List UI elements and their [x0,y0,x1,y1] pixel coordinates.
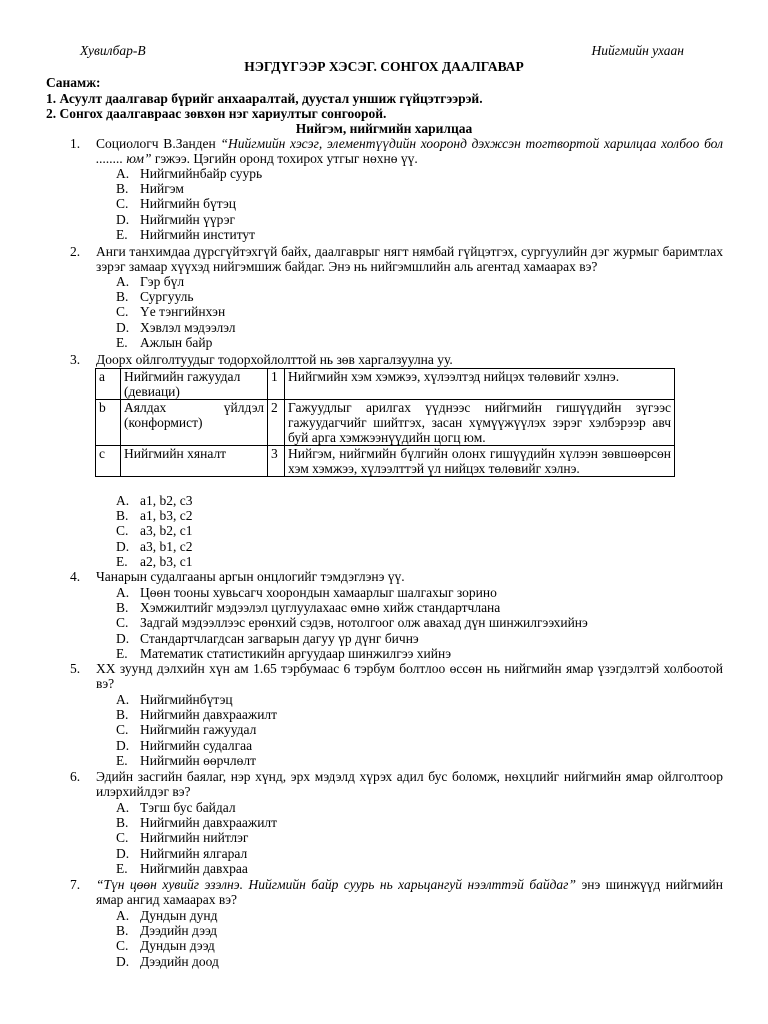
option-letter: D. [116,845,130,861]
question-text [96,136,723,166]
option-text: Нийгмийн судалгаа [140,737,253,753]
question-4 [70,569,723,584]
question-text: Анги танхимдаа дүрсгүйтэхгүй байх, даалгаврыг нягт нямбай гүйцэтгэх, сургуулийн дэг журмыг баримтлах зэрэг замаар хүүхэд нийгэмшиж байдаг. Энэ нь нийгэмшлийн аль агентад хамаарах вэ? [96,244,723,274]
option-text: Математик статистикийн аргуудаар шинжилгээ хийнэ [140,645,451,661]
option-a[interactable] [116,800,277,815]
option-d[interactable] [116,320,236,335]
table-row [96,446,675,477]
option-c[interactable] [116,722,277,737]
option-letter: C. [116,196,129,212]
option-letter: D. [116,211,130,227]
option-letter: C. [116,722,129,738]
option-text: a2, b3, c1 [140,553,193,569]
question-text: Чанарын судалгааны аргын онцлогийг тэмдэглэнэ үү. [96,569,405,584]
option-letter: A. [116,585,130,600]
option-text: Гэр бүл [140,274,185,289]
option-text: Нийгмийн өөрчлөлт [140,752,256,768]
options-4 [116,585,588,661]
option-a[interactable] [116,493,192,508]
options-5 [116,692,277,768]
option-b[interactable] [116,181,262,196]
cell-text: (конформист) [124,415,203,430]
option-text: Нийгмийн давхраажилт [140,815,278,831]
option-b[interactable] [116,289,236,304]
option-letter: C. [116,830,129,846]
question-5 [70,661,723,691]
option-text: Сургууль [140,289,194,305]
cell-text: Аялдах [124,400,167,415]
option-letter: A. [116,800,130,815]
table-cell: c [96,446,121,477]
options-7 [116,908,219,969]
option-d[interactable] [116,954,219,969]
question-6 [70,769,723,799]
option-e[interactable] [116,753,277,768]
option-text: a1, b2, c3 [140,493,193,508]
question-number: 5. [70,661,81,676]
option-e[interactable] [116,646,588,661]
question-text [96,877,723,907]
option-text: Нийгэм [140,181,184,197]
option-e[interactable] [116,554,192,569]
option-text: Нийгмийн давхраа [140,860,248,876]
variant-label: Хувилбар-В [80,43,146,58]
option-letter: B. [116,181,129,197]
option-a[interactable] [116,692,277,707]
option-text: Ажлын байр [140,334,213,350]
option-c[interactable] [116,304,236,319]
option-text: Дээдийн доод [140,953,219,969]
option-d[interactable] [116,539,192,554]
note-block [46,75,483,122]
option-text: Дундын дунд [140,908,218,923]
option-letter: B. [116,289,129,305]
table-cell: Нийгмийн гажуудал (девиаци) [121,369,268,400]
question-number: 6. [70,769,81,784]
option-c[interactable] [116,523,192,538]
option-a[interactable] [116,274,236,289]
question-7 [70,877,723,907]
options-1 [116,166,262,242]
option-letter: D. [116,630,130,646]
section-title: Нийгэм, нийгмийн харилцаа [295,121,473,136]
option-letter: A. [116,908,130,923]
option-e[interactable] [116,861,277,876]
matching-table [95,368,675,477]
option-text: Цөөн тооны хувьсагч хоорондын хамаарлыг шалгахыг зорино [140,585,497,600]
option-letter: E. [116,860,128,876]
option-letter: B. [116,707,129,723]
page-title: НЭГДҮГЭЭР ХЭСЭГ. СОНГОХ ДААЛГАВАР [244,59,524,74]
option-text: Нийгмийн нийтлэг [140,830,249,846]
option-letter: B. [116,815,129,831]
option-text: a3, b1, c2 [140,538,193,554]
option-text: Хэвлэл мэдээлэл [140,319,236,335]
option-text: Нийгмийн давхраажилт [140,707,278,723]
options-2 [116,274,236,350]
option-letter: A. [116,274,130,289]
table-cell: Нийгмийн хяналт [121,446,268,477]
option-a[interactable] [116,166,262,181]
option-letter: A. [116,692,130,707]
option-text: Дундын дээд [140,938,215,954]
note-line-2: 2. Сонгох даалгавраас зөвхөн нэг хариултыг сонгоорой. [46,106,387,121]
option-letter: C. [116,304,129,320]
option-c[interactable] [116,196,262,211]
table-cell: 2 [268,400,285,446]
option-text: Нийгмийн ялгарал [140,845,248,861]
question-text-post: гэжээ. Цэгийн оронд тохирох утгыг нөхнө үү. [151,151,418,166]
question-text: XX зуунд дэлхийн хүн ам 1.65 тэрбумаас 6 тэрбум болтлоо өссөн нь нийгмийн ямар үзэгдэлтэй холбоотой вэ? [96,661,723,691]
option-b[interactable] [116,923,219,938]
option-letter: E. [116,645,128,661]
options-6 [116,800,277,876]
option-text: Хэмжилтийг мэдээлэл цуглуулахаас өмнө хийж стандартчлана [140,600,501,616]
option-e[interactable] [116,335,236,350]
option-letter: D. [116,953,130,969]
question-1 [70,136,723,166]
option-letter: E. [116,752,128,768]
options-3 [116,493,192,569]
question-number: 3. [70,352,81,367]
option-text: Нийгмийнбайр суурь [140,166,263,181]
option-text: Нийгмийн гажуудал [140,722,257,738]
option-letter: A. [116,493,130,508]
question-number: 7. [70,877,81,892]
question-number: 1. [70,136,81,151]
option-b[interactable] [116,707,277,722]
option-c[interactable] [116,615,588,630]
option-e[interactable] [116,227,262,242]
option-d[interactable] [116,631,588,646]
option-a[interactable] [116,908,219,923]
table-row [96,400,675,446]
option-letter: B. [116,508,129,524]
question-number: 4. [70,569,81,584]
option-d[interactable] [116,212,262,227]
question-text-post: энэ шинжүүд нийгмийн ямар ангид хамаарах вэ? [96,877,723,907]
question-number: 2. [70,244,81,259]
option-letter: D. [116,319,130,335]
option-c[interactable] [116,938,219,953]
question-text: Эдийн засгийн баялаг, нэр хүнд, эрх мэдэлд хүрэх адил бус боломж, нөхцлийг нийгмийн ямар ойлголтоор илэрхийлдэг вэ? [96,769,723,799]
option-letter: B. [116,600,129,616]
option-letter: E. [116,226,128,242]
option-text: Нийгмийн үүрэг [140,211,236,227]
question-quote: “Нийгмийн хэсэг, элементүүдийн хооронд дэхжсэн тогтвортой харилцаа холбоо бол ........ юм” [96,136,723,166]
option-letter: D. [116,538,130,554]
table-cell: a [96,369,121,400]
subject-label: Нийгмийн ухаан [591,43,684,58]
option-letter: E. [116,334,128,350]
option-letter: D. [116,737,130,753]
option-text: Нийгмийнбүтэц [140,692,233,707]
question-quote: “Түн цөөн хувийг эзэлнэ. Нийгмийн байр суурь нь харьцангуй нээлттэй байдаг” [96,877,576,892]
option-d[interactable] [116,846,277,861]
option-letter: B. [116,923,129,939]
option-text: a1, b3, c2 [140,508,193,524]
option-text: Нийгмийн институт [140,226,256,242]
option-text: a3, b2, c1 [140,523,193,539]
note-line-1: 1. Асуулт даалгавар бүрийг анхааралтай, дуустал уншиж гүйцэтгээрэй. [46,90,483,106]
option-a[interactable] [116,585,588,600]
option-text: Тэгш бус байдал [140,800,236,815]
question-3 [70,352,723,367]
table-cell: Гажуудлыг арилгах үүднээс нийгмийн гишүүдийн зүгээс гажуудагчийг шийтгэх, засан хүмүүжүүлэх зэрэг хэлбэрээр авч буй арга хэмжээнүүдийн цогц юм. [285,400,675,446]
option-text: Нийгмийн бүтэц [140,196,237,212]
note-heading: Санамж: [46,75,101,90]
option-b[interactable] [116,508,192,523]
cell-text: үйлдэл [223,400,264,415]
question-2 [70,244,723,274]
table-cell: b [96,400,121,446]
option-letter: C. [116,615,129,631]
table-cell: 1 [268,369,285,400]
option-letter: A. [116,166,130,181]
table-cell: 3 [268,446,285,477]
question-text-pre: Социологч В.Занден [96,136,221,151]
option-letter: C. [116,938,129,954]
option-letter: E. [116,553,128,569]
option-text: Дээдийн дээд [140,923,217,939]
table-cell: Нийгэм, нийгмийн бүлгийн олонх гишүүдийн хүлээн зөвшөөрсөн хэм хэмжээ, хүлээлттэй үл нийцэх төлөвийг хэлнэ. [285,446,675,477]
option-b[interactable] [116,600,588,615]
question-text: Доорх ойлголтуудыг тодорхойлолттой нь зөв харгалзуулна уу. [96,352,453,367]
table-row [96,369,675,400]
option-letter: C. [116,523,129,539]
option-text: Стандартчлагдсан загварын дагуу үр дүнг бичнэ [140,630,419,646]
option-text: Үе тэнгийнхэн [140,304,226,320]
option-b[interactable] [116,815,277,830]
option-text: Задгай мэдээллээс ерөнхий сэдэв, нотолгоог олж авахад дүн шинжилгээхийнэ [140,615,588,631]
table-cell: Нийгмийн хэм хэмжээ, хүлээлтэд нийцэх төлөвийг хэлнэ. [285,369,675,400]
option-d[interactable] [116,738,277,753]
table-cell [121,400,268,446]
option-c[interactable] [116,830,277,845]
